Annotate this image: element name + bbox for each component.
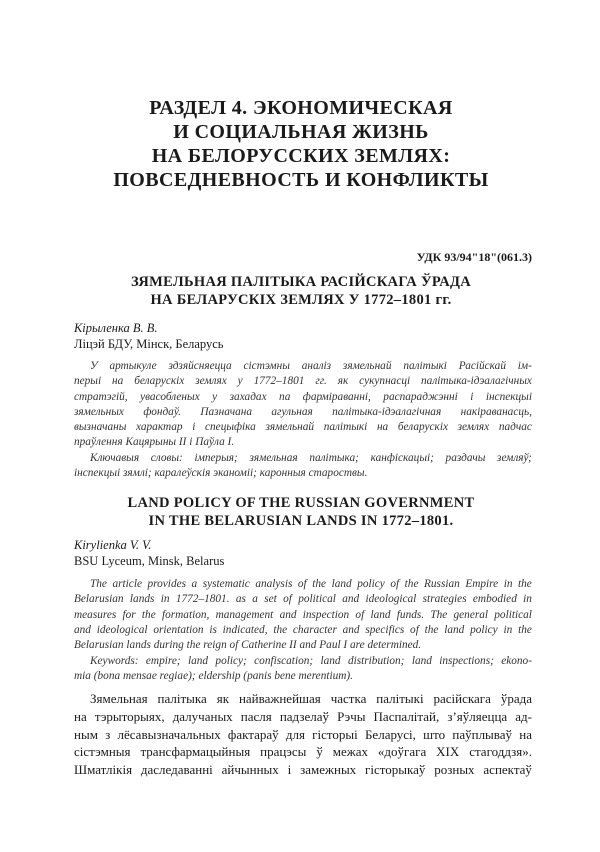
abstract-line: праўлення Кацярыны ІІ і Паўла І. (74, 436, 235, 449)
abstract-line: У артыкуле здзяйсняецца сістэмны аналіз зямельнай палітыкі Расійскай ім- (90, 360, 532, 372)
keywords-line: mia (bona mensae regiae); eldership (panis bene merentium). (74, 670, 354, 683)
body-line: ным з лёсавызначальных фактараў для гісторыі Беларусі, што паўплываў на (74, 726, 532, 742)
keywords-line: Keywords: empire; land policy; confiscation; land distribution; land inspections; ekono- (90, 655, 532, 667)
author-en: Kirylienka V. V. (74, 538, 152, 552)
abstract-line: measures for the formation, management and inspection of land funds. The general political (74, 608, 532, 621)
body-text (74, 690, 532, 779)
keywords-line: Ключавыя словы: імперыя; зямельная палітыка; канфіскацыі; раздачы земляў; (90, 452, 532, 464)
document-page (70, 0, 532, 852)
article-title-line: IN THE BELARUSIAN LANDS IN 1772–1801. (148, 513, 454, 529)
article-title-line: LAND POLICY OF THE RUSSIAN GOVERNMENT (127, 495, 475, 511)
abstract-line: The article provides a systematic analysis of the land policy of the Russian Empire in the (90, 578, 532, 590)
affiliation-be: Ліцэй БДУ, Мінск, Беларусь (74, 337, 224, 351)
abstract-line: зямельных фондаў. Пазначана агульная палітыка-ідэалагічная накіраванасць, (74, 405, 532, 418)
body-line: Шматлікія даследаванні айчынных і замежных гісторыкаў розных аспектаў (74, 762, 532, 778)
abstract-line: перыі на беларускіх землях у 1772–1801 гг. як сукупнасці палітыка-ідэалагічных (74, 375, 532, 388)
abstract-en (74, 577, 532, 653)
abstract-line: Belarusian lands during the reign of Catherine II and Paul I are determined. (74, 639, 422, 652)
article-title-en (70, 494, 532, 530)
article-title-be (70, 273, 532, 309)
article-title-line: ЗЯМЕЛЬНАЯ ПАЛІТЫКА РАСІЙСКАГА ЎРАДА (130, 274, 472, 290)
section-heading (70, 96, 532, 192)
abstract-line: and ideological orientation is indicated, the character and specifics of the land policy in the (74, 623, 532, 636)
abstract-be (74, 359, 532, 451)
affiliation-en: BSU Lyceum, Minsk, Belarus (74, 554, 225, 568)
section-heading-line: И СОЦИАЛЬНАЯ ЖИЗНЬ (173, 121, 429, 143)
section-heading-line: ПОВСЕДНЕВНОСТЬ И КОНФЛИКТЫ (113, 169, 489, 191)
keywords-line: інспекцыі зямлі; каралеўскія эканоміі; каронныя староствы. (74, 467, 368, 480)
author-be: Кірыленка В. В. (74, 321, 158, 335)
keywords-en (74, 654, 532, 685)
section-heading-line: НА БЕЛОРУССКИХ ЗЕМЛЯХ: (151, 145, 451, 167)
keywords-be (74, 451, 532, 482)
abstract-line: Belarusian lands in 1772–1801. as a set of political and ideological strategies embodied in (74, 593, 532, 606)
abstract-line: вызначаны характар і спецыфіка зямельнай палітыкі на беларускіх землях падчас (74, 421, 532, 434)
udk-code: УДК 93/94"18"(061.3) (416, 250, 532, 264)
body-line: сістэмныя трансфармацыйныя працэсы ў межах «доўгага XIX стагоддзя». (74, 744, 532, 760)
body-line: на тэрыторыях, далучаных пасля падзелаў Рэчы Паспалітай, з’яўляецца ад- (74, 708, 532, 724)
section-heading-line: РАЗДЕЛ 4. ЭКОНОМИЧЕСКАЯ (149, 97, 453, 119)
abstract-line: стратэгій, увасобленых у захадах па фарміраванні, распараджэнні і інспекцыі (74, 390, 532, 403)
article-title-line: НА БЕЛАРУСКІХ ЗЕМЛЯХ У 1772–1801 гг. (150, 292, 452, 308)
body-line: Зямельная палітыка як найважнейшая частка палітыкі расійскага ўрада (90, 691, 532, 706)
